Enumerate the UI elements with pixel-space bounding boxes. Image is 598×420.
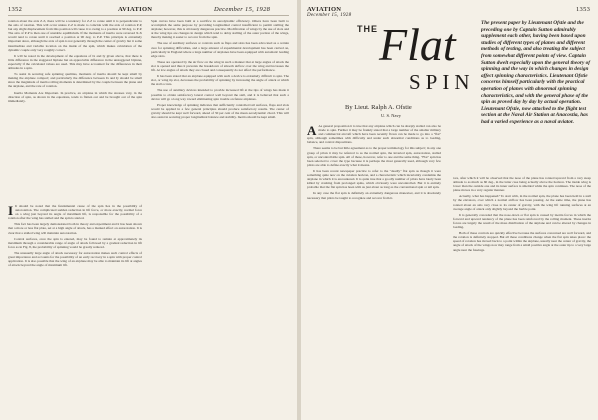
paragraph: rotation about the axis Z-Z, there will be a tendency for Z-Z to rotate until it is perpendicular to the axis of rotation. This will occur unless Z-Z is made to coincide with the axis of rotation P-P, but any slight displacement from this position will cause it to swing to a position at 90 deg. to P-P. The axis of P-P is then one of unstable equilibrium. If the moments of inertia were reversed X-X would tend to rotate until it reached a position at 90 deg. to P-P. This principle is extremely important since, although the axis of spin is not generally through the center of gravity but it some intermediate and variable location on the inside of the spin, which makes calculation of the dynamic couple only very roughly correct.	[8, 19, 142, 52]
paragraph: In any case the flat spin is definitely an extremely dangerous maneuver, and it is absolutely necessary that pilots be taught to recognize and recover from it.	[307, 191, 441, 200]
paragraph: There seems to be but little agreement as to the proper terminology for this subject; in any one group of pilots it may be referred to as the normal spin, the inverted spin, autorotation, stalled spin, or uncontrollable spin. All of these, however, refer to one and the same thing. "Flat" spin has been selected to cover the type because it is perhaps the most generally used, although very few pilots are able to define exactly what it means.	[307, 146, 441, 167]
paragraph: It has been stated that an airplane equipped with such a device is extremely difficult to spin. The slot, or wing tip slot, decreases the probability of spinning by increasing the angle of attack at which the stall occurs.	[151, 74, 289, 87]
right-column-1	[307, 124, 441, 414]
paragraph: These are operated by the air flow on the wing in such a manner that at large angles of attack the slot is opened and thus it prevents the breakdown of smooth airflow over the wing and increases the lift. At low angles of attack they are closed and consequently do not affect the performance.	[151, 59, 289, 73]
left-header-rule	[8, 15, 289, 16]
paragraph: This fact has been largely demonstrated both in theory and experiment and it has been shown that a more or less flat plate, set at a high angle of attack, has a marked effect on autorotation. It is clear that a stalled wing will maintain autorotation.	[8, 222, 142, 235]
drop-cap: A	[307, 124, 317, 138]
paragraph: It has been recent newspaper practice to refer to the "deadly" flat spin as though it were something quite new on the aviation horizon, and a characteristic which incertainly condemns the airplane in which it is encountered. It is quite true that a goodly number of pilots have lately been killed by crashing from prolonged spins, which obviously were uncontrolled. But it is entirely probable that the flat spin has been with us just about as long as the conventional spin or tail spin.	[307, 168, 441, 190]
left-column-1-top	[8, 19, 142, 199]
paragraph: It should be noted that the fundamental cause of the spin lies in the possibility of autorotation. The complicated sudden reduction in lift force, or more exactly, normal force on a wing just beyond its angle of maximum lift, is responsible for the possibility of a rotation after the wing has stalled and the spin is started.	[8, 204, 142, 221]
left-page	[0, 0, 297, 420]
paragraph: The use of auxiliary devices intended to provide increased lift at the tips of wings has made it possible to obtain satisfactory lateral control well beyond the stall, and it is believed that such a device will go a long way toward eliminating spin trouble on future airplanes.	[151, 88, 289, 101]
paragraph: The use of auxiliary surfaces or controls such as flaps and slots has been advocated as a certain cure for spinning difficulties, and a large amount of experimental development has been carried on, particularly in England where a large number of airplanes have been equipped with automatic leading edge slots.	[151, 41, 289, 58]
editor-introduction: The present paper by Lieutenant Ofstie and the preceding one by Captain Sutton admirably supplement each other, having been based upon studies of different types of planes and different methods of testing, and also treating the subject from somewhat different points of view. Captain Sutton dwelt especially upon the general theory of spinning and the way in which changes in design affect spinning characteristics. Lieutenant Ofstie concerns himself particularly with the practical operation of planes with abnormal spinning characteristics, and with the general phase of the spin as proved day by day by actual operation. Lieutenant Ofstie, now attached to the flight test section at the Naval Air Station at Anacostia, has had a varied experience as a naval aviator.	[481, 20, 591, 125]
right-column-2	[453, 176, 591, 414]
paragraph: Control surfaces, once the spin is entered, may be found to remain at approximately its maximum through a considerable range of angle of attack followed by a gradual reduction in lift force as in Fig. 8, the probability of spinning would be greatly reduced.	[8, 236, 142, 249]
right-page-number: 1353	[576, 6, 591, 13]
left-page-number: 1352	[8, 6, 23, 13]
drop-cap: I	[8, 204, 14, 218]
paragraph: Spin curves have been built at a sacrifice in aerodynamic efficiency. Others have been built to accomplish the same purpose by providing longitudinal control insufficient to permit stalling the airplane; however, this is obviously dangerous practice. Modification of wings by the use of slots and at the wing tips are changes in design which tend to delay stalling of the outer portion of the wings, thereby making it easier to recover from the spin.	[151, 19, 289, 40]
left-page-date: December 15, 1928	[214, 6, 271, 13]
paragraph: To assist in securing safe spinning qualities, moments of inertia should be kept small by making the airplane compact; and particularly the difference between Ix and Iy should be small since the magnitude of inertia rolling moments is determined by the couple between the plane and the airplane, and the rate of rotation.	[8, 72, 142, 89]
right-page	[301, 0, 598, 420]
paragraph: It will be noted in the development of the equations of Ix and Iy given above, that there is little difference in the staggered biplane but an appreciable difference in the unstaggered biplane, especially if the calculated values are used. This may have accounted for the differences in their attitudes in a spin.	[8, 53, 142, 71]
right-page-date: December 15, 1928	[307, 13, 352, 18]
paragraph: Both of these controls are quickly effective because the surfaces concerned are well forward, and the rotation is definitely stopped. But all these conditions change when the flat spin takes place: the speed of rotation has moved back to a point within the airplane, usually near the center of gravity, the angle of attack of the wings now may range from a small positive angle at the outer tip to a very large angle near the fuselage.	[453, 231, 591, 252]
paragraph: Inertia Moments Are Important. In practice, an airplane in which the stresses vary, in the direction of spin, as shown in the equations, tends to flatten out and be brought out of the spin immediately.	[8, 90, 142, 103]
headline-prefix: THE	[357, 24, 378, 34]
paragraph: Proper knowledge of spinning indicates that sufficiently controlled tail surfaces, flaps and slots would be applied in a few general principles should produce satisfactory results. The center of gravity should be kept well forward, ahead of 30 per cent of the mean aerodynamic chord. This will also assist in securing proper longitudinal balance and stability. Inertia should be kept small.	[151, 102, 289, 119]
headline-main: Flat	[379, 19, 456, 70]
paragraph: Actually, what has happened? To start with, in the normal spin, the plane has been held in a stall by the elevators, over which a normal airflow has been passing. At the same time, the plane has rotated about an axis very close to its center of gravity, with the wing lift running surfaces at an average angle of attack only slightly beyond the burble point.	[453, 194, 591, 211]
left-column-1-bottom	[8, 204, 142, 414]
paragraph: The unusually large angle of attack necessary for autorotation makes such control effects of great importance and accounts for the possibility of an early recovery in a spin with proper control application. It is also possible that the wing of an airplane may be able to maintain its lift at angles of attack beyond the angle of maximum lift.	[8, 250, 142, 268]
paragraph: As general proposition it is true that any airplane which can be sharply stalled can also be made to spin. Further it may be frankly stated that a large number of the smaller military and commercial aircraft which have been recently flown can be made to go into a "flat" spin, although sometimes with difficulty and under such abnormal conditions as to loading, balance, and control dispositions.	[307, 124, 441, 145]
byline: By Lieut. Ralph A. Ofstie	[345, 104, 412, 111]
left-page-magazine: AVIATION	[118, 6, 153, 13]
paragraph: tors, after which it will be observed that the nose of the plane has rotated upward from a very steep attitude to as much as 60 deg., in the latter case being actually above the horizon. The inside wing is lower than the outside one and its inner surface is shielded while the spin continues. The nose of the plane moves in a very regular manner.	[453, 176, 591, 193]
left-column-2	[151, 19, 289, 414]
byline-affiliation: U. S. Navy	[381, 113, 401, 118]
headline-sub: SPIN	[409, 70, 475, 94]
right-page-magazine: AVIATION	[307, 6, 342, 13]
paragraph: It is generally conceded that the nose-down or flat spin is caused by inertia forces in which the forward and upward tendency of the plane has been reinforced by the rolling moment. These inertia forces are largely the result of the mass distribution of the airplane and can be altered by changes in loading.	[453, 212, 591, 230]
